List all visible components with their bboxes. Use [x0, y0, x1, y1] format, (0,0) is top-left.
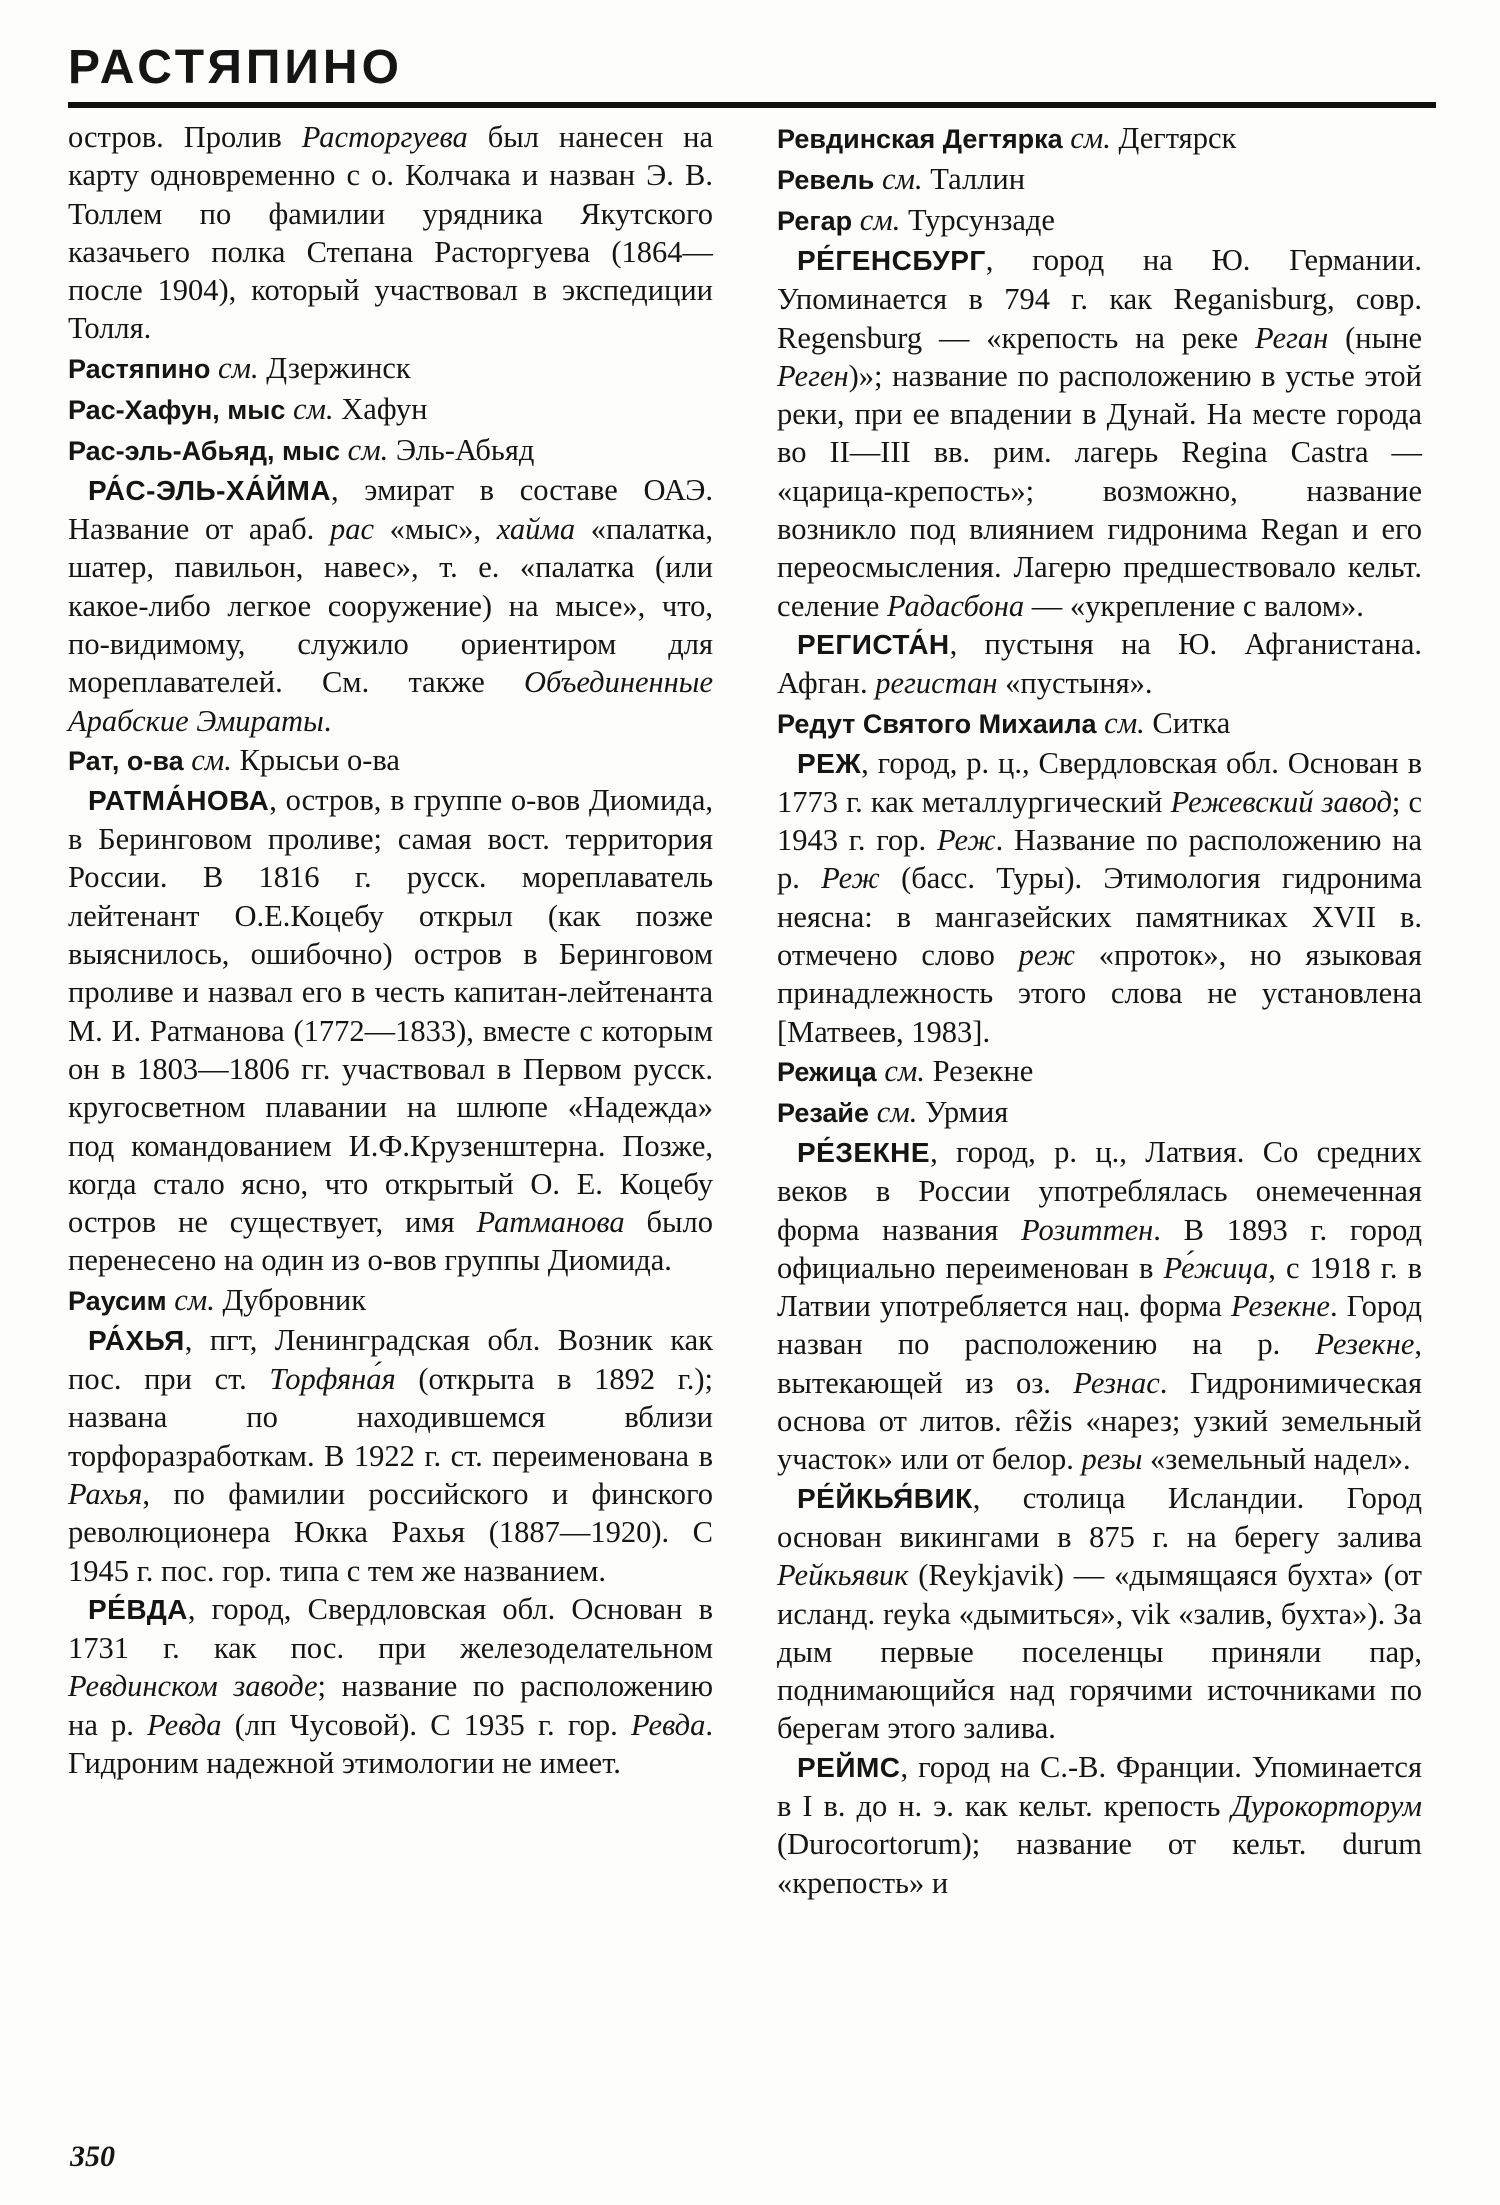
- cross-reference: Режица см. Резекне: [777, 1053, 1034, 1088]
- cross-reference: Ревдинская Дегтярка см. Дегтярск: [777, 121, 1237, 155]
- dictionary-entry: РЕ́ЙКЬЯ́ВИК, столица Исландии. Город основан викингами в 875 г. на берегу залива Рейкьявик (Reykjavik) — «дымящаяся бухта» (от исланд. reyka «дымиться», vik «залив, бухта»). За дым первые поселенцы приняли пар, поднимающийся над горячими источниками по берегам этого залива.: [777, 1480, 1422, 1746]
- dictionary-entry: РЕГИСТА́Н, пустыня на Ю. Афганистана. Афган. регистан «пустыня».: [777, 626, 1422, 701]
- page-number: 350: [70, 2140, 115, 2173]
- cross-reference: Раусим см. Дубровник: [68, 1282, 367, 1317]
- dictionary-entry: РА́С-ЭЛЬ-ХА́ЙМА, эмират в составе ОАЭ. Название от араб. рас «мыс», хайма «палатка, шатер, павильон, навес», т. е. «палатка (или какое-либо легкое сооружение) на мысе», что, по-видимому, служило ориентиром для мореплавателей. См. также Объединенные Арабские Эмираты.: [68, 472, 713, 738]
- dictionary-entry: РЕ́ЗЕКНЕ, город, р. ц., Латвия. Со средних веков в России употреблялась онемеченная форма названия Розиттен. В 1893 г. город официально переименован в Ре́жица, с 1918 г. в Латвии употребляется нац. форма Резекне. Город назван по расположению на р. Резекне, вытекающей из оз. Резнас. Гидронимическая основа от литов. rêžis «нарез; узкий земельный участок» или от белор. резы «земельный надел».: [777, 1134, 1422, 1477]
- cross-reference: Ревель см. Таллин: [777, 162, 1026, 196]
- dictionary-entry: РЕЖ, город, р. ц., Свердловская обл. Основан в 1773 г. как металлургический Режевский завод; с 1943 г. гор. Реж. Название по расположению на р. Реж (басс. Туры). Этимология гидронима неясна: в мангазейских памятниках XVII в. отмечено слово реж «проток», но языковая принадлежность этого слова не установлена [Матвеев, 1983].: [777, 745, 1423, 1049]
- dictionary-entry: РАТМА́НОВА, остров, в группе о-вов Диомида, в Беринговом проливе; самая вост. территория России. В 1816 г. русск. мореплаватель лейтенант О.Е.Коцебу открыл (как позже выяснилось, ошибочно) остров в Беринговом проливе и назвал его в честь капитан-лейтенанта М. И. Ратманова (1772—1833), вместе с которым он в 1803—1806 гг. участвовал в Первом русск. кругосветном плавании на шлюпе «Надежда» под командованием И.Ф.Крузенштерна. Позже, когда стало ясно, что открытый О. Е. Коцебу остров не существует, имя Ратманова было перенесено на один из о-вов группы Диомида.: [68, 782, 713, 1278]
- dictionary-entry: РЕ́ВДА, город, Свердловская обл. Основан в 1731 г. как пос. при железоделательном Ревдинском заводе; название по расположению на р. Ревда (лп Чусовой). С 1935 г. гор. Ревда. Гидроним надежной этимологии не имеет.: [68, 1591, 713, 1780]
- cross-reference: Регар см. Турсунзаде: [777, 203, 1055, 237]
- cross-reference: Редут Святого Михаила см. Ситка: [777, 705, 1231, 740]
- dictionary-entry: РЕ́ГЕНСБУРГ, город на Ю. Германии. Упоминается в 794 г. как Reganisburg, совр. Regensburg — «крепость на реке Реган (ныне Реген)»; название по расположению в устье этой реки, при ее впадении в Дунай. На месте города во II—III вв. рим. лагерь Regina Castra — «царица-крепость»; возможно, название возникло под влиянием гидронима Regan и его переосмысления. Лагерю предшествовало кельт. селение Радасбона — «укрепление с валом».: [777, 243, 1422, 623]
- cross-reference: Резайе см. Урмия: [777, 1094, 1009, 1129]
- entry-continuation: остров. Пролив Расторгуева был нанесен на карту одновременно с о. Колчака и назван Э. В. Толлем по фамилии урядника Якутского казачьего полка Степана Расторгуева (1864—после 1904), который участвовал в экспедиции Толля.: [68, 120, 713, 346]
- cross-reference: Рат, о-ва см. Крысьи о-ва: [68, 742, 400, 777]
- dictionary-entry: РЕЙМС, город на С.-В. Франции. Упоминается в I в. до н. э. как кельт. крепость Дурокорторум (Durocortorum); название от кельт. durum «крепость» и: [777, 1749, 1422, 1900]
- dictionary-entry: РА́ХЬЯ, пгт, Ленинградская обл. Возник как пос. при ст. Торфяна́я (открыта в 1892 г.); названа по находившемся вблизи торфоразработкам. В 1922 г. ст. переименована в Рахья, по фамилии российского и финского революционера Юкка Рахья (1887—1920). С 1945 г. пос. гор. типа с тем же названием.: [68, 1322, 714, 1588]
- right-column: [777, 118, 1422, 1902]
- cross-reference: Рас-Хафун, мыс см. Хафун: [68, 391, 428, 426]
- running-header: [68, 40, 1436, 108]
- cross-reference: Рас-эль-Абьяд, мыс см. Эль-Абьяд: [68, 432, 535, 467]
- cross-reference: Растяпино см. Дзержинск: [68, 350, 411, 385]
- left-column: [68, 118, 713, 1782]
- page-title: РАСТЯПИНО: [68, 41, 403, 94]
